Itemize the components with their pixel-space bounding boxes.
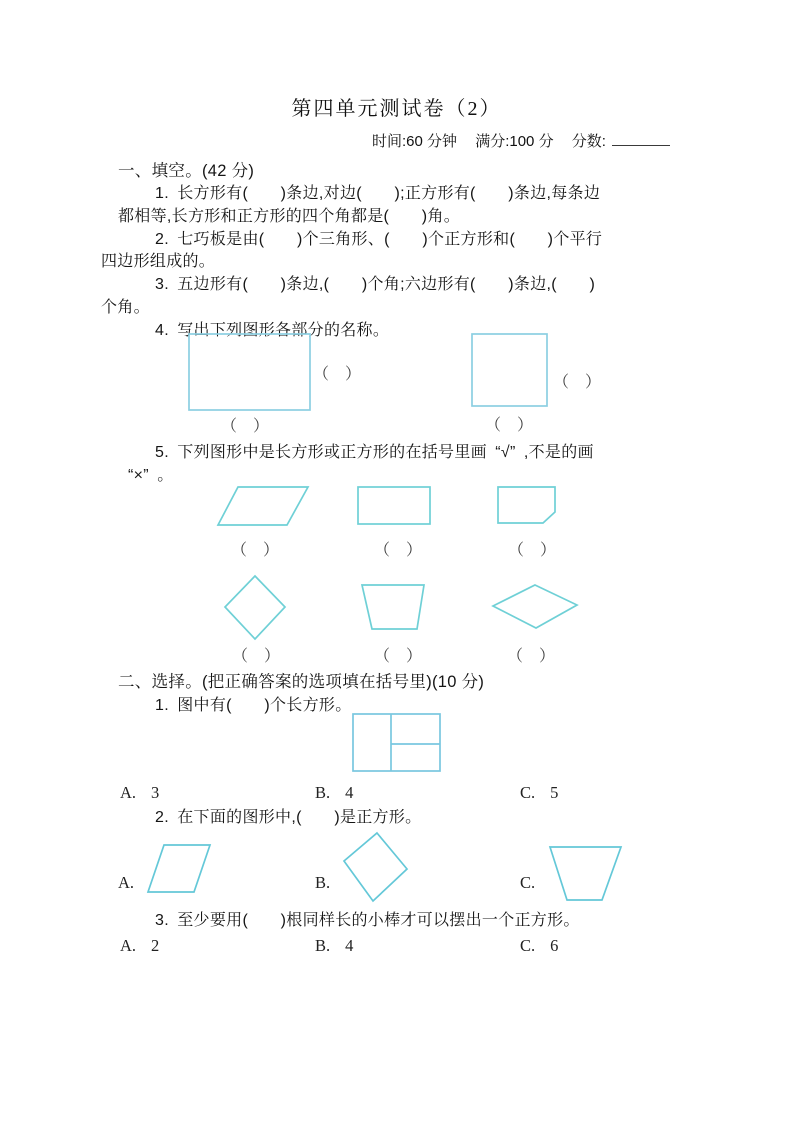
full-score-label: 满分:100 分 (475, 133, 554, 150)
s1-q1-line2: 都相等,长方形和正方形的四个角都是( )角。 (118, 208, 461, 225)
q5-parallelogram-figure (216, 485, 310, 527)
q5-answer-6[interactable]: （ ） (507, 648, 556, 665)
s2-q1-option-c (520, 783, 558, 803)
q4-square-bottom-answer[interactable]: （ ） (485, 417, 534, 434)
q5-answer-3[interactable]: （ ） (508, 542, 557, 559)
option-label: C. (520, 783, 536, 802)
s2-q1-divided-rectangle-figure (352, 713, 442, 773)
q5-answer-4[interactable]: （ ） (232, 648, 281, 665)
s2-q2-trapezoid-figure (548, 845, 624, 903)
option-value: 2 (151, 936, 160, 955)
option-label: A. (120, 783, 137, 802)
score-blank-line[interactable] (612, 131, 670, 146)
option-value: 3 (151, 783, 160, 802)
s2-q1-option-a (120, 783, 159, 803)
option-value: 4 (345, 936, 354, 955)
s1-q1-line1: 1. 长方形有( )条边,对边( );正方形有( )条边,每条边 (155, 185, 601, 202)
s2-q1-text: 1. 图中有( )个长方形。 (155, 697, 352, 714)
q4-square-side-answer[interactable]: （ ） (553, 374, 602, 391)
q5-answer-5[interactable]: （ ） (374, 648, 423, 665)
s1-q3-line1: 3. 五边形有( )条边,( )个角;六边形有( )条边,( ) (155, 276, 596, 293)
q5-rectangle-figure (357, 486, 431, 525)
s2-q2-option-c-label: C. (520, 873, 536, 892)
option-value: 4 (345, 783, 354, 802)
s2-q1-option-b (315, 783, 353, 803)
s1-q2-line1: 2. 七巧板是由( )个三角形、( )个正方形和( )个平行 (155, 231, 603, 248)
option-value: 6 (550, 936, 559, 955)
s2-q2-text: 2. 在下面的图形中,( )是正方形。 (155, 809, 422, 826)
option-value: 5 (550, 783, 559, 802)
s2-q3-option-b (315, 936, 353, 956)
s2-q3-option-c (520, 936, 558, 956)
s1-q3-line2: 个角。 (101, 299, 150, 316)
s2-q3-text: 3. 至少要用( )根同样长的小棒才可以摆出一个正方形。 (155, 912, 580, 929)
page-title: 第四单元测试卷（2） (291, 98, 502, 120)
q5-answer-2[interactable]: （ ） (374, 542, 423, 559)
q4-rectangle-side-answer[interactable]: （ ） (313, 366, 362, 383)
q5-trapezoid-figure (359, 583, 427, 631)
q4-square-figure (471, 333, 548, 407)
q5-tilted-square-figure (223, 574, 287, 641)
s1-q4-text: 4. 写出下列图形各部分的名称。 (155, 322, 390, 339)
s1-q5-line2: “×” 。 (128, 467, 174, 484)
q4-rectangle-figure (188, 333, 311, 411)
score-label: 分数: (571, 133, 606, 150)
q5-pentagon-figure (497, 486, 557, 525)
s2-q2-option-b-label: B. (315, 873, 331, 892)
q5-rhombus-figure (491, 583, 579, 630)
s1-q2-line2: 四边形组成的。 (101, 253, 216, 270)
header-info (372, 130, 684, 151)
time-label: 时间:60 分钟 (372, 133, 458, 150)
q5-answer-1[interactable]: （ ） (231, 542, 280, 559)
s2-q3-option-a (120, 936, 159, 956)
option-label: B. (315, 783, 331, 802)
option-label: B. (315, 936, 331, 955)
section2-heading: 二、选择。(把正确答案的选项填在括号里)(10 分) (118, 673, 485, 691)
s1-q5-line1: 5. 下列图形中是长方形或正方形的在括号里画 “√” ,不是的画 (155, 444, 594, 461)
s2-q2-option-a-label: A. (118, 873, 135, 892)
section1-heading: 一、填空。(42 分) (118, 162, 255, 180)
q4-rectangle-bottom-answer[interactable]: （ ） (221, 418, 270, 435)
option-label: A. (120, 936, 137, 955)
s2-q2-parallelogram-figure (146, 843, 214, 895)
s2-q2-tilted-square-figure (342, 831, 410, 904)
option-label: C. (520, 936, 536, 955)
